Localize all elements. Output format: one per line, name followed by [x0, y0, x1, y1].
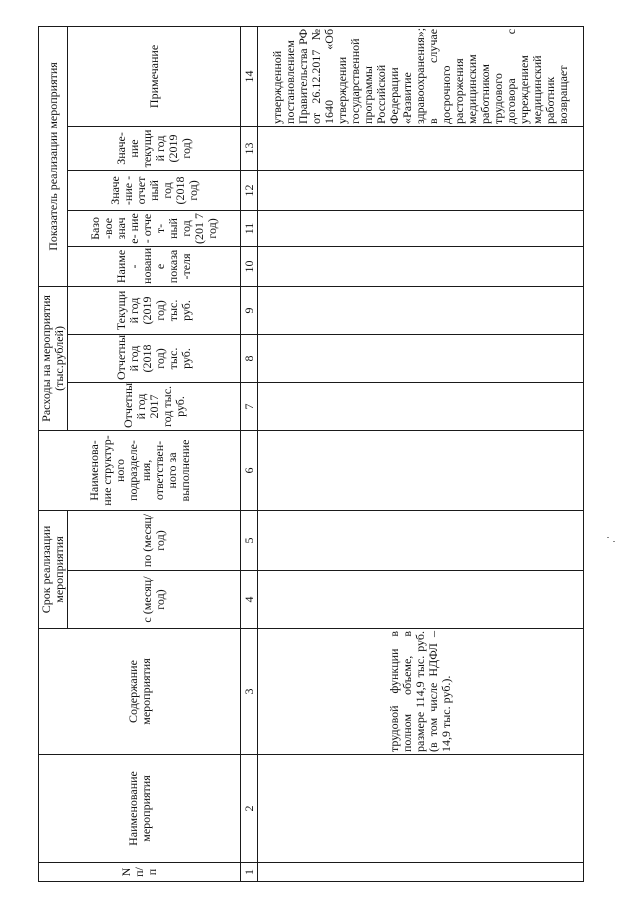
cell-name	[258, 755, 584, 863]
column-number: 14	[241, 26, 258, 126]
cell-from	[258, 571, 584, 629]
table-row	[258, 26, 584, 881]
scan-speck	[613, 541, 615, 542]
column-number: 6	[241, 430, 258, 510]
cell-expense-2018	[258, 334, 584, 382]
cell-department	[258, 430, 584, 510]
rotated-table-sheet	[38, 27, 578, 882]
cell-base-value	[258, 210, 584, 246]
measures-table	[38, 26, 584, 882]
header-number: N п/п	[39, 863, 241, 882]
column-number: 9	[241, 286, 258, 334]
cell-to	[258, 510, 584, 570]
cell-number	[258, 863, 584, 882]
header-content: Содержание мероприятия	[39, 629, 241, 755]
column-number: 13	[241, 126, 258, 170]
header-value-2018: Значе -ние - отчет ный год (2018 год)	[68, 170, 241, 210]
cell-value-2019	[258, 126, 584, 170]
group-header-expenses: Расходы на мероприятия (тыс.рублей)	[39, 286, 68, 430]
column-number: 3	[241, 629, 258, 755]
cell-note: утвержденной постановлением Правительства РФ от 26.12.2017 № 1640 «Об утверждении государственной программы Российской Федерации «Развитие здравоохранения»; в случае досрочного расторжения медицинским работником трудового договора с учреждением медицинский работник возвращает	[258, 26, 584, 126]
column-number: 4	[241, 571, 258, 629]
header-base-value-2017: Базо -вое знач е- ние - отче т- ный год (201 7 год)	[68, 210, 241, 246]
column-number: 1	[241, 863, 258, 882]
header-expense-2019: Текущи й год (2019 год) тыс. руб.	[68, 286, 241, 334]
header-value-2019: Значе- ние текущи й год (2019 год)	[68, 126, 241, 170]
header-note: Примечание	[68, 26, 241, 126]
cell-expense-2019	[258, 286, 584, 334]
header-from: с (месяц/ год)	[68, 571, 241, 629]
column-number: 5	[241, 510, 258, 570]
header-expense-2017: Отчетны й год 2017 год тыс. руб.	[68, 382, 241, 430]
cell-value-2018	[258, 170, 584, 210]
column-numbers-row	[241, 26, 258, 881]
group-header-period: Срок реализации мероприятия	[39, 510, 68, 628]
header-row-groups	[39, 26, 68, 881]
group-header-indicator: Показатель реализации мероприятия	[39, 26, 68, 286]
cell-content: трудовой функции в полном объеме, в размере 114,9 тыс. руб. (в том числе НДФЛ – 14,9 тыс. руб.).	[258, 629, 584, 755]
column-number: 12	[241, 170, 258, 210]
header-expense-2018: Отчетны й год (2018 год) тыс. руб.	[68, 334, 241, 382]
column-number: 10	[241, 246, 258, 286]
column-number: 8	[241, 334, 258, 382]
column-number: 11	[241, 210, 258, 246]
header-name: Наименование мероприятия	[39, 755, 241, 863]
header-indicator-name: Наиме - новани е показа -теля	[68, 246, 241, 286]
cell-expense-2017	[258, 382, 584, 430]
column-number: 7	[241, 382, 258, 430]
column-number: 2	[241, 755, 258, 863]
header-department: Наименова- ние структур- ного подразделе- ния, ответствен- ного за выполнение	[39, 430, 241, 510]
cell-indicator-name	[258, 246, 584, 286]
scan-speck	[607, 537, 609, 538]
header-to: по (месяц/ год)	[68, 510, 241, 570]
